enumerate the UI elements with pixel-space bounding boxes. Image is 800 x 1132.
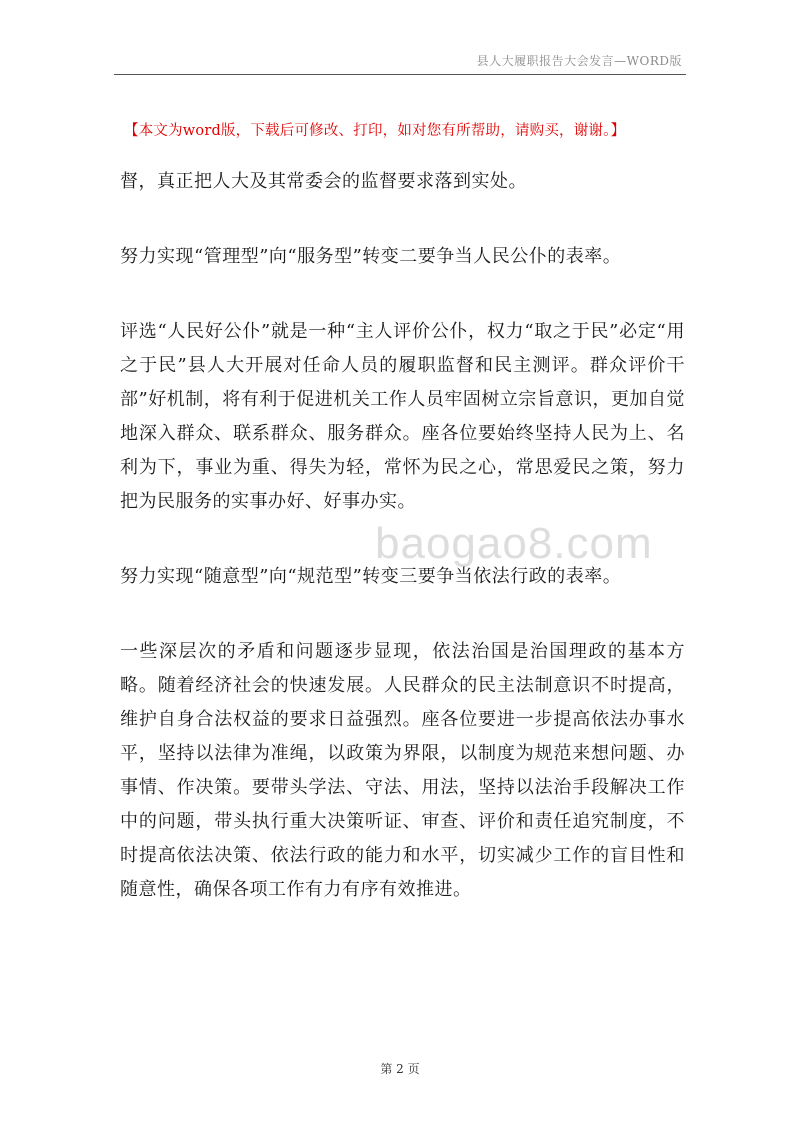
paragraph-3: 评选“人民好公仆”就是一种“主人评价公仆，权力“取之于民”必定“用之于民”县人大开展对任命人员的履职监督和民主测评。群众评价干部”好机制，将有利于促进机关工作人员牢固树立宗旨意识，更加自觉地深入群众、联系群众、服务群众。座各位要始终坚持人民为上、名利为下，事业为重、得失为轻，常怀为民之心，常思爱民之策，努力把为民服务的实事办好、好事办实。 [120, 321, 685, 512]
watermark: baogao8.com [375, 519, 653, 568]
paragraph-spacer [120, 199, 685, 240]
paragraph-5: 一些深层次的矛盾和问题逐步显现，依法治国是治国理政的基本方略。随着经济社会的快速发展。人民群众的民主法制意识不时提高，维护自身合法权益的要求日益强烈。座各位要进一步提高依法办事水平，坚持以法律为准绳，以政策为界限，以制度为规范来想问题、办事情、作决策。要带头学法、守法、用法，坚持以法治手段解决工作中的问题，带头执行重大决策听证、审查、评价和责任追究制度，不时提高依法决策、依法行政的能力和水平，切实减少工作的盲目性和随意性，确保各项工作有力有序有效推进。 [120, 641, 685, 900]
paragraph-1: 督，真正把人大及其常委会的监督要求落到实处。 [120, 171, 527, 192]
header-divider [114, 74, 686, 75]
page-number: 第 2 页 [380, 1062, 420, 1076]
paragraph-4: 努力实现“随意型”向“规范型”转变三要争当依法行政的表率。 [120, 566, 622, 587]
paragraph-spacer [120, 594, 685, 635]
paragraph-2: 努力实现“管理型”向“服务型”转变二要争当人民公仆的表率。 [120, 246, 622, 267]
page-header-title: 县人大履职报告大会发言—WORD版 [476, 54, 682, 68]
paragraph-spacer [120, 274, 685, 315]
purchase-notice: 【本文为word版，下载后可修改、打印，如对您有所帮助，请购买，谢谢。】 [124, 123, 626, 139]
